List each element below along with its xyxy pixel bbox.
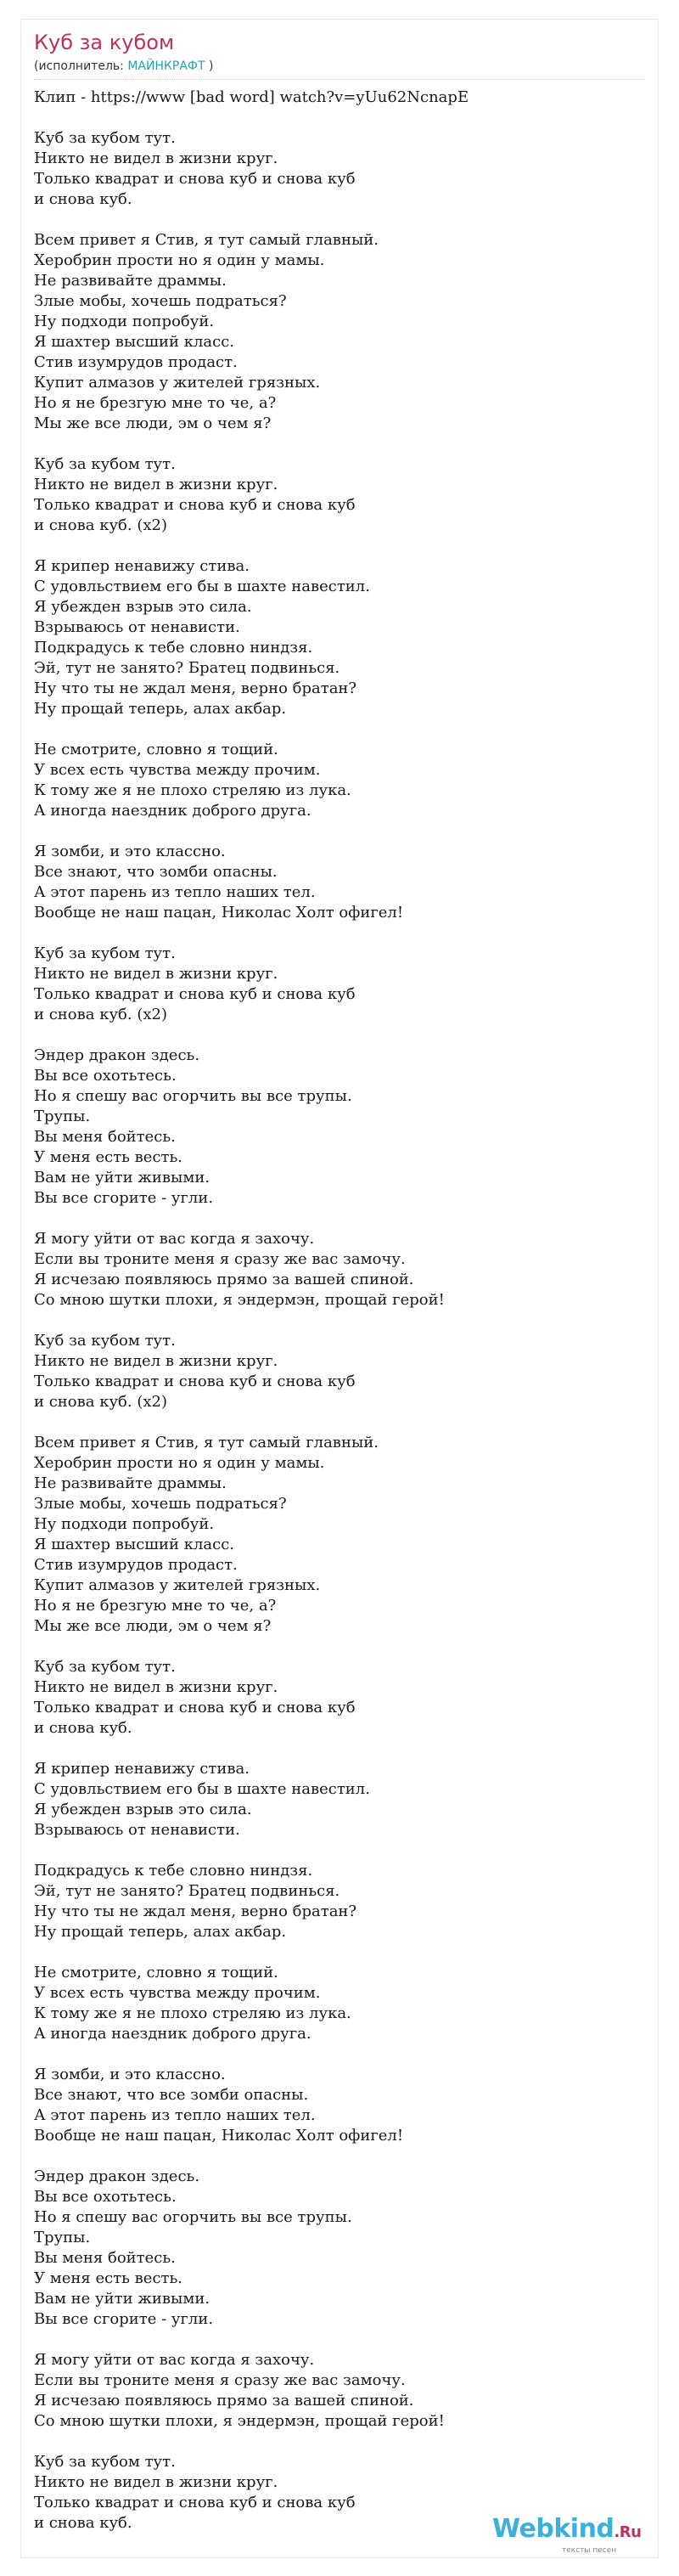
lyric-line: Я убежден взрыв это сила. xyxy=(34,1801,252,1818)
lyric-line: Злые мобы, хочешь подраться? xyxy=(34,1495,287,1513)
lyric-line: Вам не уйти живыми. xyxy=(34,1169,210,1187)
lyric-line: Эй, тут не занято? Братец подвинься. xyxy=(34,1882,340,1900)
lyric-line: Никто не видел в жизни круг. xyxy=(34,1352,278,1370)
lyric-line: У меня есть весть. xyxy=(34,2269,183,2287)
artist-line xyxy=(34,59,213,73)
lyric-line: Эндер дракон здесь. xyxy=(34,1046,200,1064)
lyric-line: Ну подходи попробуй. xyxy=(34,1515,215,1533)
lyric-line: Куб за кубом тут. xyxy=(34,455,176,473)
lyric-line: Вообще не наш пацан, Николас Холт офигел! xyxy=(34,2127,404,2145)
verse-gap xyxy=(34,210,628,230)
lyric-line: Ну что ты не ждал меня, верно братан? xyxy=(34,1902,357,1920)
lyric-line: Только квадрат и снова куб и снова куб xyxy=(34,985,356,1003)
lyric-line: Вы меня бойтесь. xyxy=(34,1128,176,1146)
lyric-line: Не смотрите, словно я тощий. xyxy=(34,741,278,758)
lyric-line: Эй, тут не занято? Братец подвинься. xyxy=(34,659,340,677)
verse-gap xyxy=(34,1942,628,1963)
lyric-line: Стив изумрудов продаст. xyxy=(34,1556,238,1574)
lyric-line: К тому же я не плохо стреляю из лука. xyxy=(34,781,351,799)
artist-suffix: ) xyxy=(205,59,214,73)
lyric-line: У всех есть чувства между прочим. xyxy=(34,1984,321,2002)
lyric-line: Вы все охотьтесь. xyxy=(34,1067,177,1085)
lyric-line: и снова куб. (x2) xyxy=(34,1006,167,1023)
lyric-line: Никто не видел в жизни круг. xyxy=(34,965,278,983)
lyric-line: Со мною шутки плохи, я эндермэн, прощай герой! xyxy=(34,1291,445,1309)
verse-gap xyxy=(34,1637,628,1657)
lyric-line: Я исчезаю появляюсь прямо за вашей спиной. xyxy=(34,2392,414,2410)
lyric-line: и снова куб. (x2) xyxy=(34,1393,167,1411)
verse-gap xyxy=(34,1739,628,1759)
lyric-line: Но я не брезгую мне то че, а? xyxy=(34,1597,277,1615)
verse-gap xyxy=(34,923,628,944)
lyric-line: Подкрадусь к тебе словно ниндзя. xyxy=(34,639,313,657)
lyric-line: Трупы. xyxy=(34,2229,91,2246)
verse-gap xyxy=(34,2146,628,2167)
lyric-line: Взрываюсь от ненависти. xyxy=(34,1821,240,1839)
lyric-line: Мы же все люди, эм о чем я? xyxy=(34,414,272,432)
lyric-line: Ну прощай теперь, алах акбар. xyxy=(34,1923,287,1941)
lyric-line: К тому же я не плохо стреляю из лука. xyxy=(34,2004,351,2022)
artist-link[interactable]: МАЙНКРАФТ xyxy=(127,59,205,73)
verse-gap xyxy=(34,2330,628,2350)
lyric-line: Всем привет я Стив, я тут самый главный. xyxy=(34,231,379,249)
logo-subtitle: тексты песен xyxy=(562,2546,617,2555)
artist-prefix: (исполнитель: xyxy=(34,59,128,73)
verse-gap xyxy=(34,2044,628,2065)
lyric-line: Никто не видел в жизни круг. xyxy=(34,476,278,493)
lyric-line: Клип - https://www [bad word] watch?v=yUu62NcnapE xyxy=(34,88,469,106)
lyric-line: и снова куб. xyxy=(34,2514,132,2532)
lyric-line: Вы все охотьтесь. xyxy=(34,2188,177,2206)
lyric-line: У меня есть весть. xyxy=(34,1148,183,1166)
lyric-line: Вам не уйти живыми. xyxy=(34,2290,210,2308)
lyric-line: Вы все сгорите - угли. xyxy=(34,2310,214,2328)
verse-gap xyxy=(34,1840,628,1861)
verse-gap xyxy=(34,1209,628,1229)
lyric-line: Не развивайте драммы. xyxy=(34,272,227,290)
lyric-line: Только квадрат и снова куб и снова куб xyxy=(34,170,356,188)
logo-brand: Webkind xyxy=(492,2514,614,2544)
lyric-line: Но я спешу вас огорчить вы все трупы. xyxy=(34,1087,352,1105)
logo-tld: .Ru xyxy=(614,2523,642,2541)
lyric-line: Со мною шутки плохи, я эндермэн, прощай герой! xyxy=(34,2412,445,2430)
lyric-line: Подкрадусь к тебе словно ниндзя. xyxy=(34,1862,313,1880)
lyric-line: Только квадрат и снова куб и снова куб xyxy=(34,2494,356,2511)
lyric-line: и снова куб. xyxy=(34,1719,132,1737)
lyric-line: Все знают, что все зомби опасны. xyxy=(34,2086,309,2104)
header-divider xyxy=(34,79,645,81)
lyric-line: Трупы. xyxy=(34,1108,91,1125)
lyric-line: Херобрин прости но я один у мамы. xyxy=(34,251,325,269)
lyric-line: и снова куб. xyxy=(34,190,132,208)
lyric-line: Всем привет я Стив, я тут самый главный. xyxy=(34,1434,379,1451)
lyric-line: Все знают, что зомби опасны. xyxy=(34,863,278,881)
lyric-line: Куб за кубом тут. xyxy=(34,129,176,147)
lyric-line: Куб за кубом тут. xyxy=(34,1658,176,1676)
lyric-line: А иногда наездник доброго друга. xyxy=(34,802,311,820)
lyric-line: Не развивайте драммы. xyxy=(34,1474,227,1492)
lyric-line: Никто не видел в жизни круг. xyxy=(34,2473,278,2491)
lyrics-text xyxy=(34,87,628,2534)
verse-gap xyxy=(34,2432,628,2452)
lyric-line: Я шахтер высший класс. xyxy=(34,333,235,351)
verse-gap xyxy=(34,719,628,740)
lyric-line: Я крипер ненавижу стива. xyxy=(34,557,250,575)
lyric-line: Злые мобы, хочешь подраться? xyxy=(34,292,287,310)
lyric-line: Взрываюсь от ненависти. xyxy=(34,618,240,636)
lyric-line: Только квадрат и снова куб и снова куб xyxy=(34,496,356,514)
lyric-line: Но я не брезгую мне то че, а? xyxy=(34,394,277,412)
lyric-line: С удовльствием его бы в шахте навестил. xyxy=(34,578,370,595)
lyric-line: Стив изумрудов продаст. xyxy=(34,353,238,371)
lyric-line: Но я спешу вас огорчить вы все трупы. xyxy=(34,2208,352,2226)
lyric-line: Купит алмазов у жителей грязных. xyxy=(34,1576,321,1594)
verse-gap xyxy=(34,1311,628,1331)
lyric-line: Эндер дракон здесь. xyxy=(34,2167,200,2185)
verse-gap xyxy=(34,108,628,128)
lyric-line: Куб за кубом тут. xyxy=(34,2453,176,2471)
lyric-line: Не смотрите, словно я тощий. xyxy=(34,1964,278,1981)
site-logo[interactable] xyxy=(492,2514,654,2562)
lyric-line: Мы же все люди, эм о чем я? xyxy=(34,1617,272,1635)
lyric-line: А иногда наездник доброго друга. xyxy=(34,2025,311,2043)
lyric-line: Ну подходи попробуй. xyxy=(34,313,215,330)
verse-gap xyxy=(34,434,628,454)
lyric-line: Ну прощай теперь, алах акбар. xyxy=(34,700,287,718)
lyric-line: и снова куб. (x2) xyxy=(34,516,167,534)
lyric-line: Я крипер ненавижу стива. xyxy=(34,1760,250,1778)
lyric-line: Я могу уйти от вас когда я захочу. xyxy=(34,2351,315,2369)
verse-gap xyxy=(34,536,628,556)
lyric-line: Куб за кубом тут. xyxy=(34,1332,176,1350)
lyric-line: Ну что ты не ждал меня, верно братан? xyxy=(34,679,357,697)
lyric-line: Куб за кубом тут. xyxy=(34,944,176,962)
lyric-line: А этот парень из тепло наших тел. xyxy=(34,2106,316,2124)
lyric-line: Я зомби, и это классно. xyxy=(34,843,226,860)
lyric-line: А этот парень из тепло наших тел. xyxy=(34,883,316,901)
lyric-line: Никто не видел в жизни круг. xyxy=(34,1678,278,1696)
lyric-line: Только квадрат и снова куб и снова куб xyxy=(34,1373,356,1390)
lyric-line: Херобрин прости но я один у мамы. xyxy=(34,1454,325,1472)
lyric-line: Вы все сгорите - угли. xyxy=(34,1189,214,1207)
lyric-line: Вообще не наш пацан, Николас Холт офигел! xyxy=(34,904,404,922)
lyric-line: У всех есть чувства между прочим. xyxy=(34,761,321,779)
lyric-line: Я зомби, и это классно. xyxy=(34,2066,226,2083)
lyric-line: Я могу уйти от вас когда я захочу. xyxy=(34,1230,315,1248)
lyric-line: Вы меня бойтесь. xyxy=(34,2249,176,2267)
lyric-line: Я исчезаю появляюсь прямо за вашей спиной. xyxy=(34,1271,414,1288)
verse-gap xyxy=(34,1025,628,1046)
lyric-line: Я убежден взрыв это сила. xyxy=(34,598,252,616)
lyric-line: Я шахтер высший класс. xyxy=(34,1536,235,1553)
verse-gap xyxy=(34,1412,628,1433)
song-title: Куб за кубом xyxy=(34,31,175,54)
lyric-line: Если вы троните меня я сразу же вас замочу. xyxy=(34,1250,406,1268)
lyric-line: Никто не видел в жизни круг. xyxy=(34,149,278,167)
lyric-line: С удовльствием его бы в шахте навестил. xyxy=(34,1780,370,1798)
lyric-line: Если вы троните меня я сразу же вас замочу. xyxy=(34,2371,406,2389)
lyric-line: Купит алмазов у жителей грязных. xyxy=(34,374,321,392)
verse-gap xyxy=(34,821,628,842)
lyric-line: Только квадрат и снова куб и снова куб xyxy=(34,1699,356,1716)
logo-wordmark xyxy=(492,2514,641,2544)
